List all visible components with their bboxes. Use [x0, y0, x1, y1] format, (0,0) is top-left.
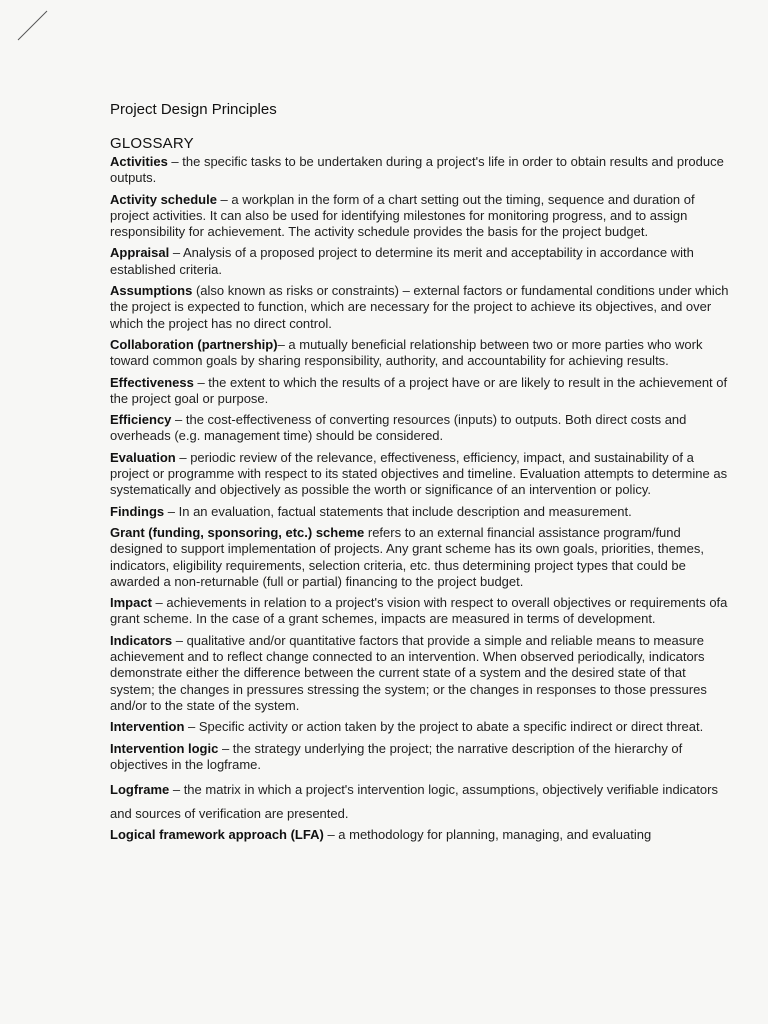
glossary-entry — [110, 154, 732, 187]
glossary-definition: – the specific tasks to be undertaken during a project's life in order to obtain results and produce outputs. — [110, 154, 724, 186]
glossary-entry — [110, 719, 732, 735]
glossary-definition: – a methodology for planning, managing, and evaluating — [323, 827, 652, 843]
glossary-heading: GLOSSARY — [110, 135, 194, 152]
glossary-definition: – the extent to which the results of a project have or are likely to result in the achievement of the project goal or purpose. — [110, 374, 728, 406]
glossary-term: Indicators — [110, 632, 173, 648]
glossary-definition: – a workplan in the form of a chart setting out the timing, sequence and duration of project activities. It can also be used for identifying milestones for monitoring progress, and to assign responsibility for achievement. The activity schedule provides the basis for the project budget. — [110, 191, 695, 240]
glossary-term: Collaboration (partnership) — [110, 336, 278, 352]
glossary-term: Intervention — [110, 719, 185, 735]
glossary-entry — [110, 412, 732, 445]
glossary-term: Evaluation — [110, 449, 176, 465]
glossary-term: Effectiveness — [110, 374, 194, 390]
glossary-definition: – In an evaluation, factual statements that include description and measurement. — [164, 503, 632, 519]
glossary-definition: – the strategy underlying the project; the narrative description of the hierarchy of objectives in the logframe. — [110, 740, 683, 772]
glossary-definition: refers to an external financial assistance program/fund designed to support implementation of projects. Any grant scheme has its own goals, priorities, themes, indicators, eligibility requirements, selection criteria, etc. thus determining project types that could be awarded a non-returnable (full or partial) financing to the project budget. — [110, 524, 704, 589]
glossary-definition: – the matrix in which a project's intervention logic, assumptions, objectively verifiable indicators and sources of verification are presented. — [110, 782, 718, 822]
glossary-entry — [110, 595, 732, 628]
glossary-entry — [110, 525, 732, 590]
glossary-entry — [110, 504, 732, 520]
glossary-term: Activities — [110, 154, 168, 169]
glossary-entry — [110, 283, 732, 332]
document-title: Project Design Principles — [110, 101, 277, 118]
glossary-entry — [110, 633, 732, 714]
glossary-term: Intervention logic — [110, 740, 219, 756]
glossary-definition: – a mutually beneficial relationship between two or more parties who work toward common goals by sharing responsibility, authority, and accountability for achieving results. — [110, 336, 703, 369]
glossary-definition: – Analysis of a proposed project to determine its merit and acceptability in accordance with established criteria. — [110, 245, 694, 277]
glossary-term: Efficiency — [110, 412, 172, 428]
glossary-entry — [110, 337, 732, 370]
glossary-entry — [110, 192, 732, 241]
glossary-entry — [110, 741, 732, 774]
glossary-term: Assumptions — [110, 283, 193, 299]
glossary-definition: (also known as risks or constraints) – external factors or fundamental conditions under which the project is expected to function, which are necessary for the project to achieve its objectives, and over which the project has no direct control. — [110, 283, 729, 331]
glossary-term: Logframe — [110, 782, 170, 798]
glossary-term: Grant (funding, sponsoring, etc.) scheme — [110, 524, 365, 540]
pen-stroke-mark — [14, 6, 54, 46]
glossary-list — [110, 154, 732, 843]
glossary-entry — [110, 827, 732, 843]
glossary-term: Appraisal — [110, 245, 170, 261]
glossary-definition: – achievements in relation to a project's vision with respect to overall objectives or requirements ofa grant scheme. In the case of a grant schemes, impacts are measured in terms of development. — [110, 595, 728, 627]
glossary-definition: – periodic review of the relevance, effectiveness, efficiency, impact, and sustainability of a project or programme with respect to its stated objectives and timeline. Evaluation attempts to determine as systematically and objectively as possible the worth or significance of an intervention or policy. — [110, 449, 728, 498]
glossary-definition: – Specific activity or action taken by the project to abate a specific indirect or direct threat. — [184, 719, 704, 735]
glossary-term: Impact — [110, 595, 152, 611]
glossary-entry — [110, 245, 732, 278]
glossary-entry — [110, 450, 732, 499]
glossary-term: Activity schedule — [110, 191, 217, 207]
glossary-term: Findings — [110, 503, 165, 519]
glossary-definition: – the cost-effectiveness of converting resources (inputs) to outputs. Both direct costs and overheads (e.g. management time) should be considered. — [110, 412, 687, 444]
document-body — [110, 100, 732, 848]
glossary-term: Logical framework approach (LFA) — [110, 827, 324, 843]
glossary-entry — [110, 778, 732, 826]
glossary-entry — [110, 375, 732, 408]
glossary-definition: – qualitative and/or quantitative factors that provide a simple and reliable means to measure achievement and to reflect change connected to an intervention. When observed periodically, indicators demonstrate either the difference between the current state of a system and the desired state of that system; the changes in pressures stressing the system; or the changes in responses to those pressures and/or to the state of the system. — [110, 632, 707, 713]
